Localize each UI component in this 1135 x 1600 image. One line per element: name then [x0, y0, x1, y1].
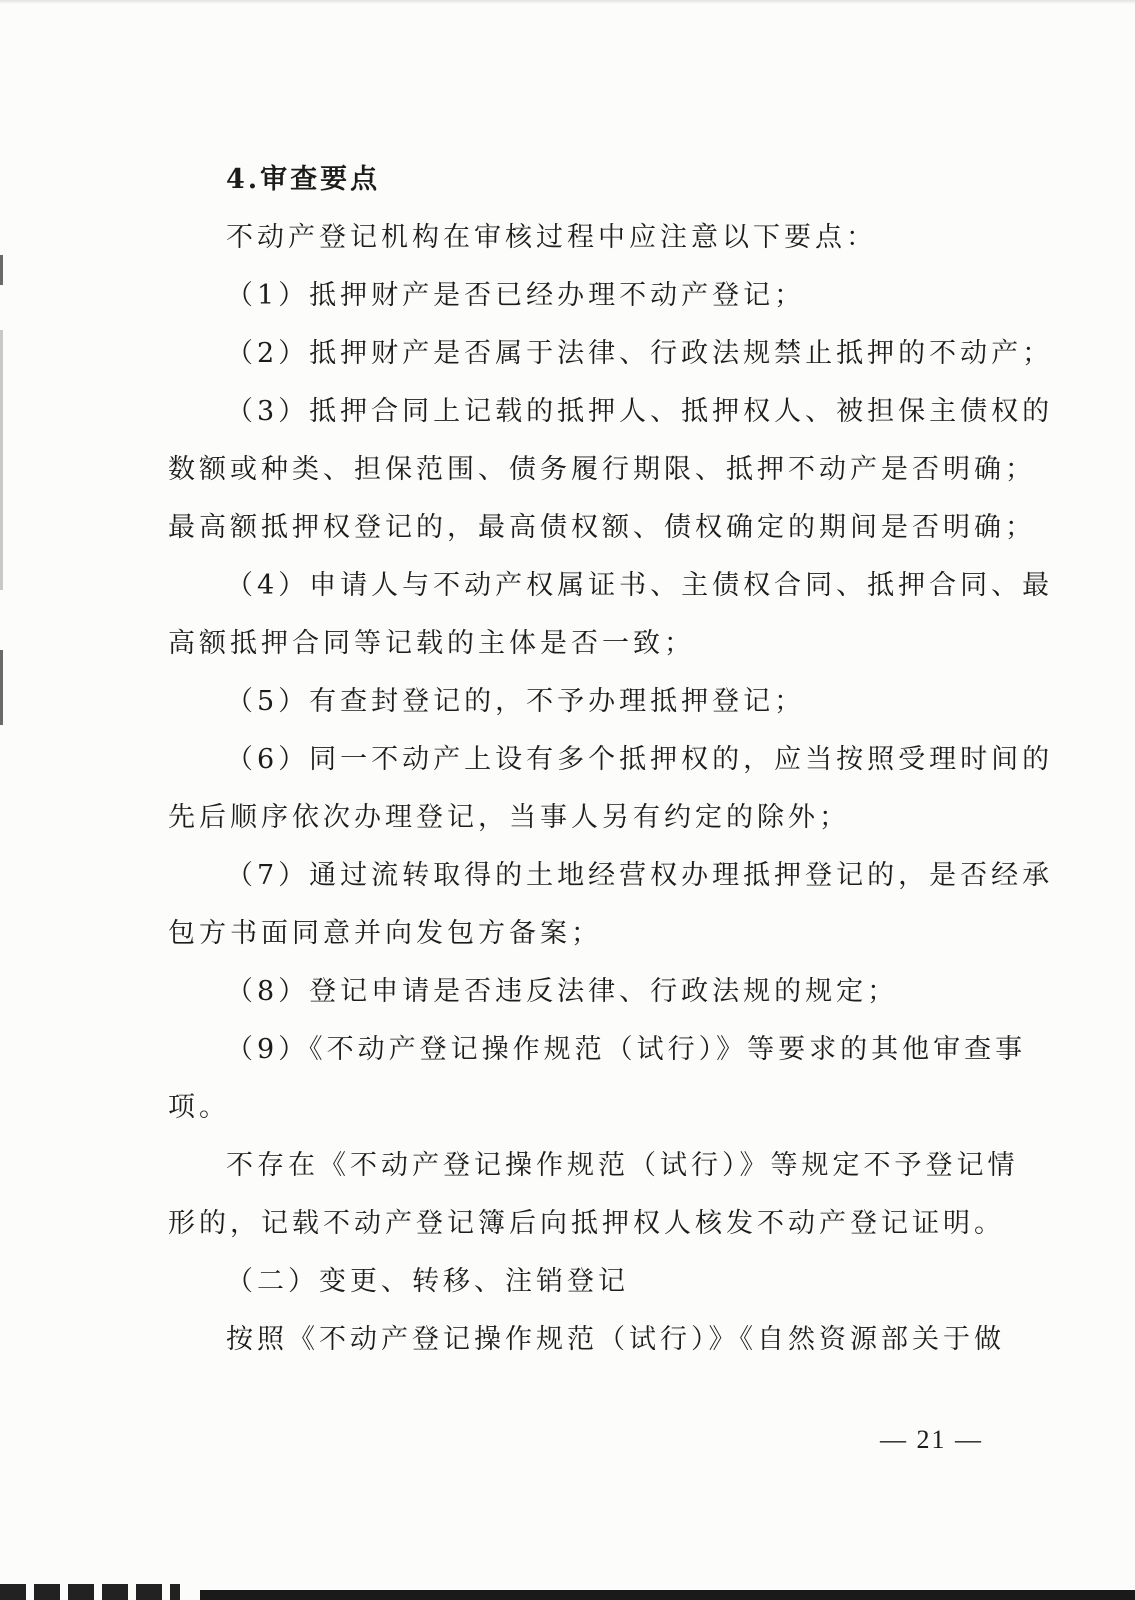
paragraph-line: 最高额抵押权登记的，最高债权额、债权确定的期间是否明确；: [168, 512, 1036, 543]
section-heading: 4.审查要点: [226, 164, 381, 195]
paragraph-line: 项。: [168, 1092, 230, 1123]
paragraph-line: （6）同一不动产上设有多个抵押权的，应当按照受理时间的: [226, 744, 1054, 775]
paragraph-line: （2）抵押财产是否属于法律、行政法规禁止抵押的不动产；: [226, 338, 1054, 369]
scan-left-edge-mark: [0, 330, 3, 590]
scan-left-edge-mark: [0, 255, 3, 285]
scan-top-edge: [0, 0, 1135, 4]
paragraph-line: 形的，记载不动产登记簿后向抵押权人核发不动产登记证明。: [168, 1208, 1005, 1239]
scan-bottom-bar: [200, 1590, 1135, 1600]
paragraph-line: （3）抵押合同上记载的抵押人、抵押权人、被担保主债权的: [226, 396, 1054, 427]
paragraph-line: 不动产登记机构在审核过程中应注意以下要点：: [226, 222, 877, 253]
paragraph-line: 高额抵押合同等记载的主体是否一致；: [168, 628, 695, 659]
scan-bottom-artifact: [0, 1584, 180, 1600]
paragraph-line: 不存在《不动产登记操作规范（试行）》等规定不予登记情: [226, 1150, 1019, 1181]
page-number: — 21 —: [880, 1425, 983, 1454]
paragraph-line: （1）抵押财产是否已经办理不动产登记；: [226, 280, 806, 311]
paragraph-line: （4）申请人与不动产权属证书、主债权合同、抵押合同、最: [226, 570, 1054, 601]
scan-left-edge-mark: [0, 650, 3, 725]
paragraph-line: 先后顺序依次办理登记，当事人另有约定的除外；: [168, 802, 850, 833]
paragraph-line: 按照《不动产登记操作规范（试行）》《自然资源部关于做: [226, 1324, 1005, 1355]
paragraph-line: 数额或种类、担保范围、债务履行期限、抵押不动产是否明确；: [168, 454, 1036, 485]
subsection-heading: （二）变更、转移、注销登记: [226, 1266, 629, 1297]
paragraph-line: （9）《不动产登记操作规范（试行）》等要求的其他审查事: [226, 1034, 1027, 1065]
paragraph-line: （7）通过流转取得的土地经营权办理抵押登记的，是否经承: [226, 860, 1054, 891]
paragraph-line: （8）登记申请是否违反法律、行政法规的规定；: [226, 976, 899, 1007]
paragraph-line: 包方书面同意并向发包方备案；: [168, 918, 602, 949]
paragraph-line: （5）有查封登记的，不予办理抵押登记；: [226, 686, 806, 717]
